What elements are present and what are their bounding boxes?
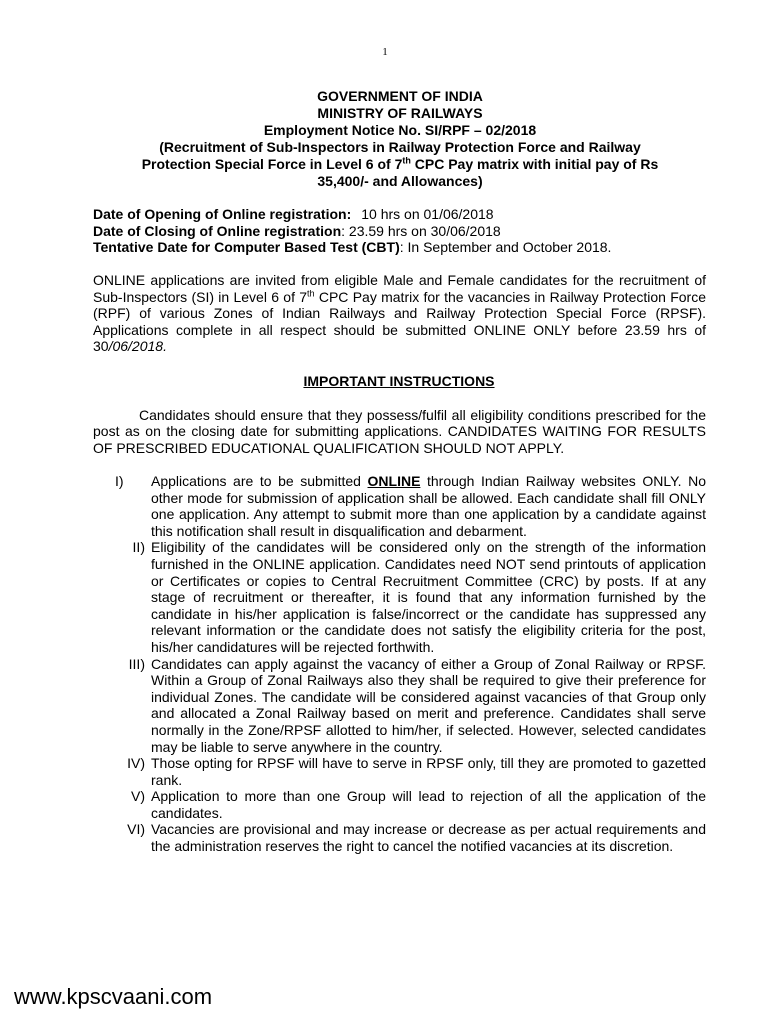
header-line-ministry: MINISTRY OF RAILWAYS: [317, 105, 483, 121]
closing-date-value: : 23.59 hrs on 30/06/2018: [341, 222, 501, 239]
page-number: 1: [382, 46, 388, 58]
list-item: II) Eligibility of the candidates will be considered only on the strength of the information furnished in the ONLINE application. Candidates need NOT send printouts of application or Certificates or copies to Central Recruitment Committee (CRC) by posts. If at any stage of recruitment or thereafter, it is found that any information furnished by the candidate in his/her application is false/incorrect or the candidate has suppressed any relevant information or the candidate does not satisfy the eligibility criteria for the post, his/her candidatures will be rejected forthwith.: [132, 539, 706, 655]
list-item: IV) Those opting for RPSF will have to serve in RPSF only, till they are promoted to gazetted rank.: [127, 755, 706, 788]
opening-date-label: Date of Opening of Online registration:: [93, 206, 352, 222]
instructions-title: IMPORTANT INSTRUCTIONS: [303, 373, 495, 389]
registration-dates: [93, 206, 713, 256]
intro-paragraph: ONLINE applications are invited from eligible Male and Female candidates for the recruitment of Sub-Inspectors (SI) in Level 6 of 7th CPC Pay matrix for the vacancies in Railway Protection Force (RPF) of various Zones of Indian Railways and Railway Protection Special Force (RPSF). Applications complete in all respect should be submitted ONLINE ONLY before 23.59 hrs of 30/06/2018.: [93, 272, 706, 354]
header-line-government: GOVERNMENT OF INDIA: [317, 88, 483, 104]
cbt-date-row: [93, 239, 713, 256]
header-line-protection: Protection Special Force in Level 6 of 7th CPC Pay matrix with initial pay of Rs: [141, 155, 659, 172]
opening-date-row: [93, 206, 713, 223]
instructions-list: [93, 473, 706, 855]
list-item: V) Application to more than one Group will lead to rejection of all the application of the candidates.: [131, 788, 706, 821]
online-emphasis: ONLINE: [367, 473, 421, 489]
list-item: I) Applications are to be submitted ONLINE through Indian Railway websites ONLY. No other mode for submission of application shall be allowed. Each candidate shall fill ONLY one application. Any attempt to submit more than one application by a candidate against this notification shall result in disqualification and debarment.: [115, 473, 706, 539]
notice-header: [90, 88, 710, 190]
list-item: VI) Vacancies are provisional and may increase or decrease as per actual requirements and the administration reserves the right to cancel the notified vacancies at its discretion.: [127, 821, 706, 855]
instructions-paragraph: Candidates should ensure that they possess/fulfil all eligibility conditions prescribed for the post as on the closing date for submitting applications. CANDIDATES WAITING FOR RESULTS OF PRESCRIBED EDUCATIONAL QUALIFICATION SHOULD NOT APPLY.: [93, 407, 706, 456]
header-line-pay: 35,400/- and Allowances): [317, 173, 483, 189]
closing-date-row: [93, 223, 713, 240]
opening-date-value: 10 hrs on 01/06/2018: [361, 206, 494, 222]
footer-watermark: www.kpscvaani.com: [14, 984, 213, 1009]
closing-date-label: Date of Closing of Online registration: [93, 222, 342, 239]
header-line-notice-number: Employment Notice No. SI/RPF – 02/2018: [263, 122, 537, 138]
header-line-recruitment: (Recruitment of Sub-Inspectors in Railway Protection Force and Railway: [159, 139, 641, 155]
cbt-date-label: Tentative Date for Computer Based Test (CBT): [93, 239, 400, 255]
list-item: III) Candidates can apply against the vacancy of either a Group of Zonal Railway or RPSF. Within a Group of Zonal Railways also they shall be required to give their preference for individual Zones. The candidate will be considered against vacancies of that Group only and allocated a Zonal Railway based on merit and preference. Candidates shall serve normally in the Zone/RPSF allotted to him/her, if selected. However, selected candidates may be liable to serve anywhere in the country.: [128, 655, 706, 755]
cbt-date-value: : In September and October 2018.: [399, 239, 612, 255]
